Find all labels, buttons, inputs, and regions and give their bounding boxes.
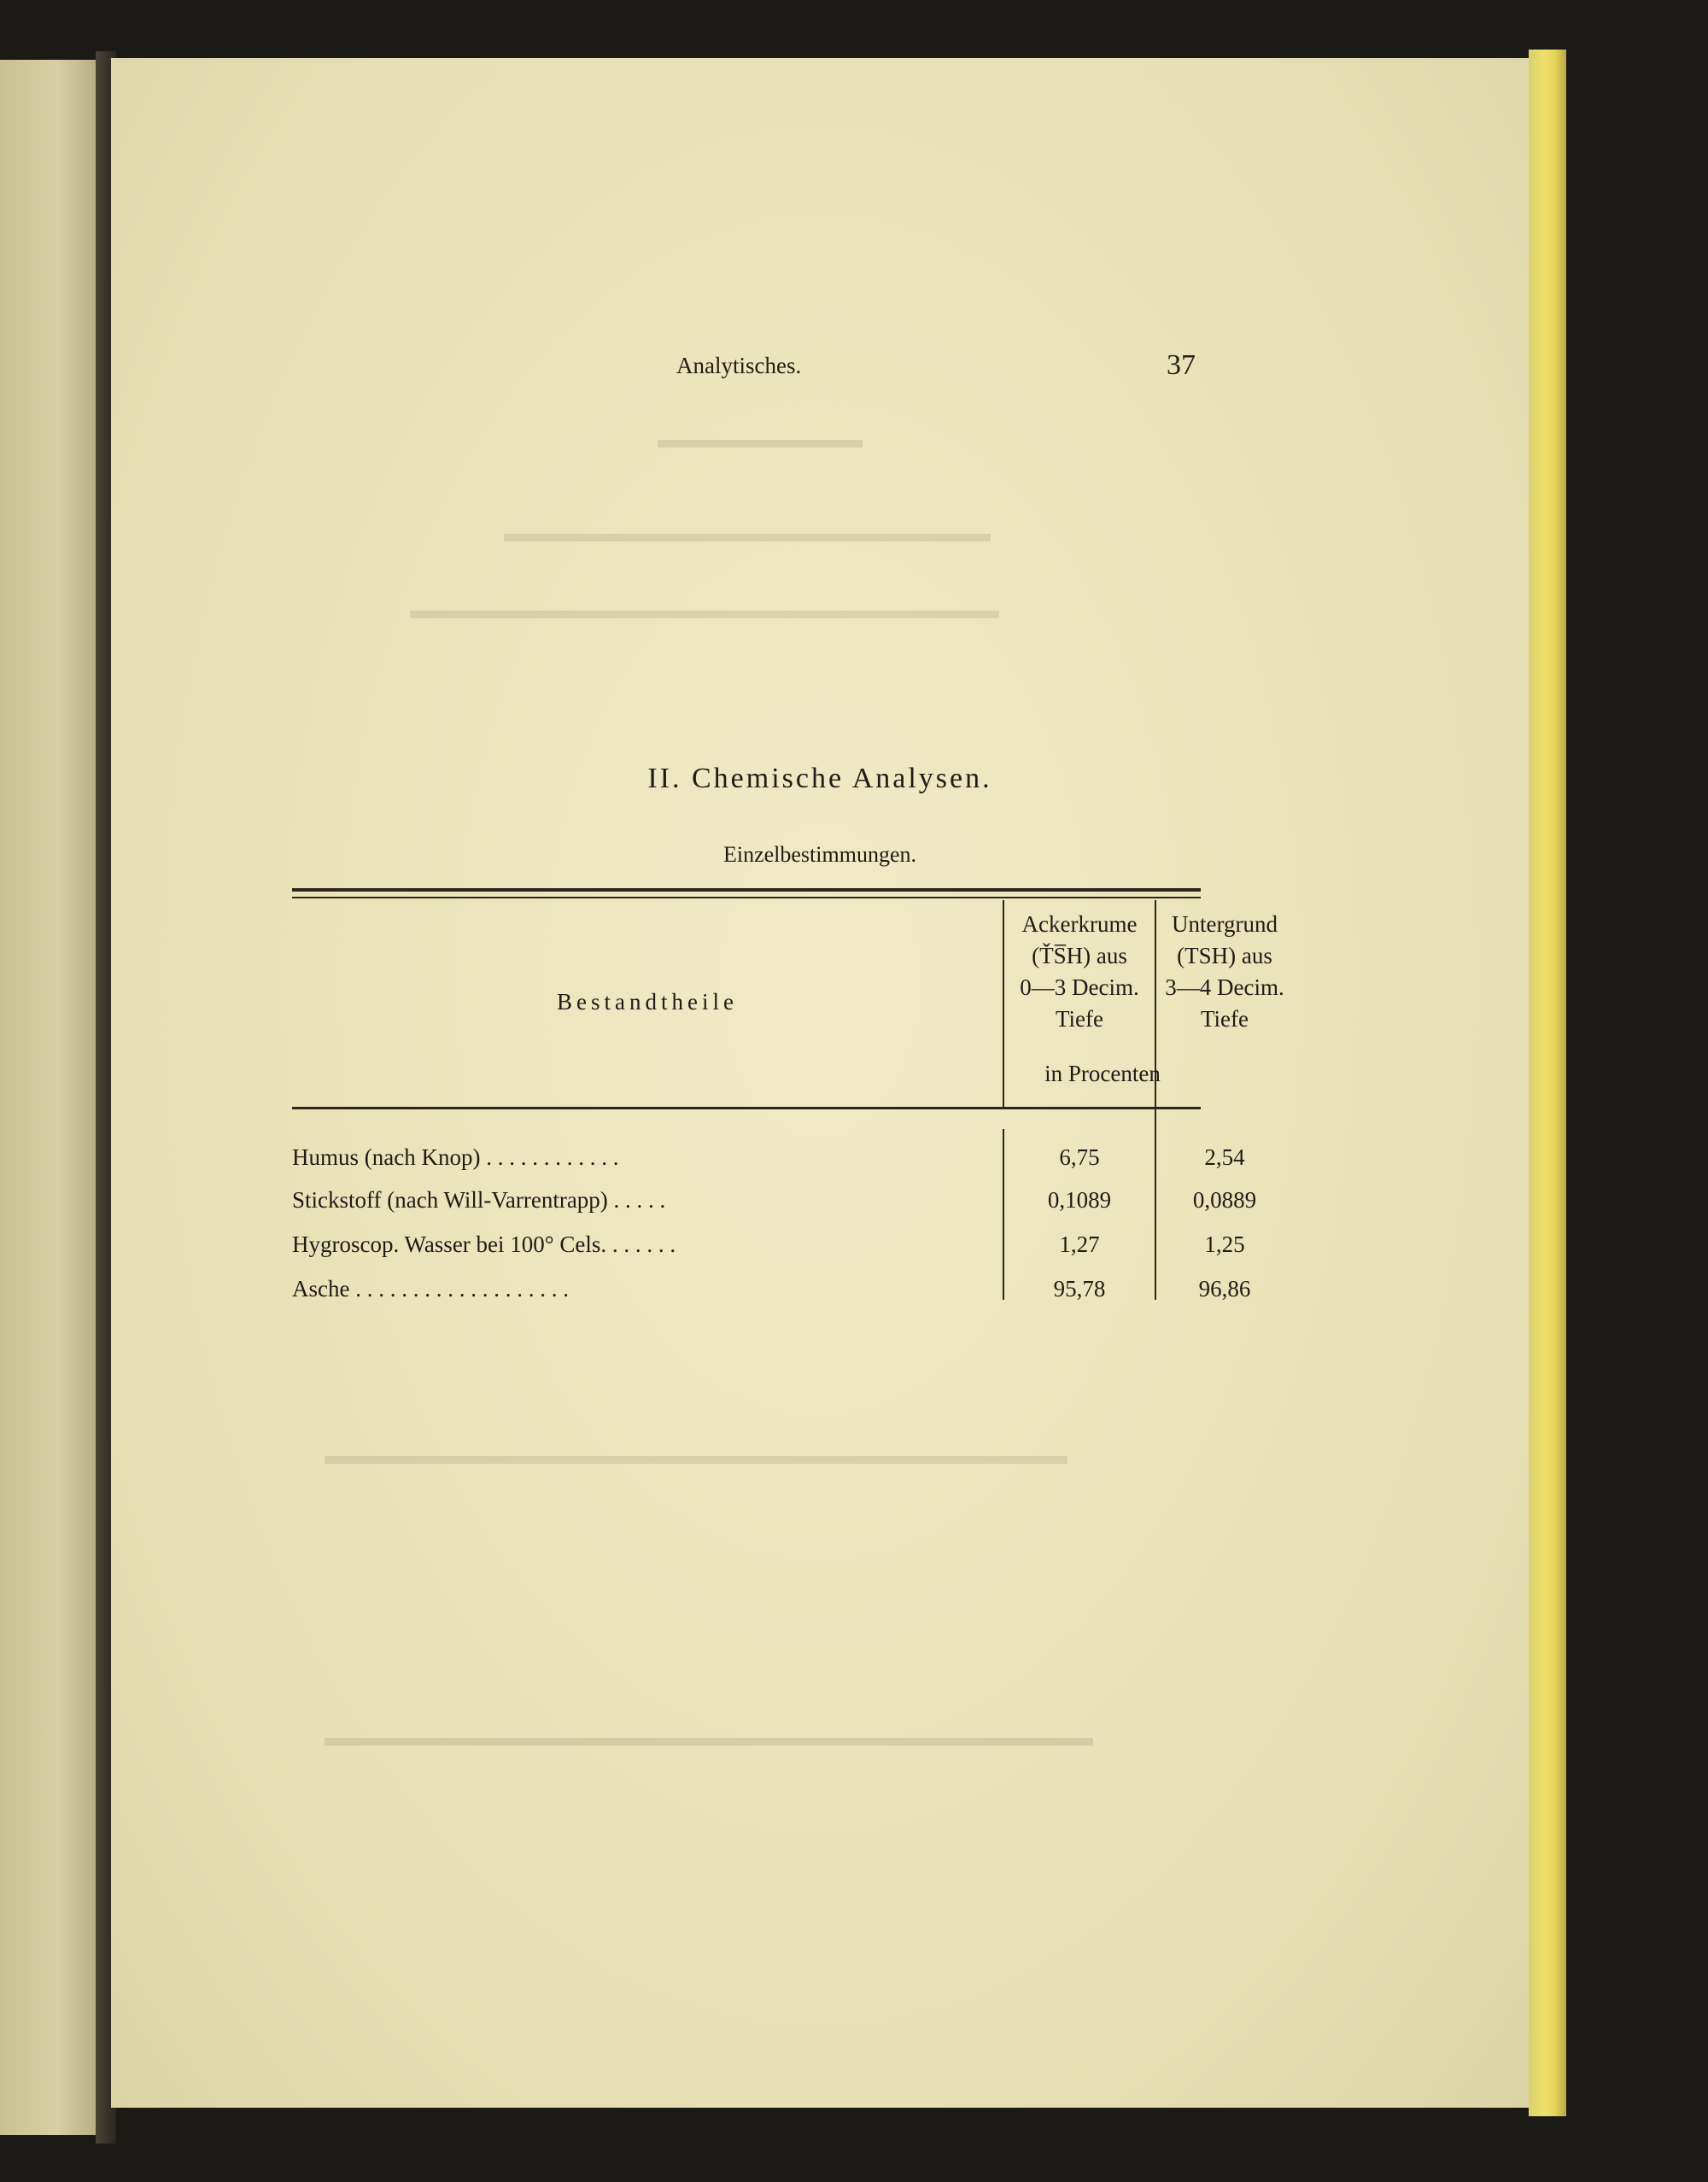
cell-untergrund: 0,0889 xyxy=(1192,1187,1257,1213)
section-title: II. Chemische Analysen. xyxy=(647,763,992,794)
row-label: Humus (nach Knop) . . . . . . . . . . . . xyxy=(292,1144,619,1170)
table-row xyxy=(292,1276,1251,1319)
table-top-rule xyxy=(292,888,1201,892)
header-bottom-rule-left xyxy=(292,1107,1003,1109)
table-row xyxy=(292,1231,1245,1274)
show-through-5: ▬▬▬▬▬▬▬▬▬▬▬▬▬▬▬▬▬▬▬▬▬▬▬▬▬▬▬▬▬▬ xyxy=(325,1723,1093,1752)
header-bottom-rule-right xyxy=(1001,1107,1201,1109)
cell-untergrund: 96,86 xyxy=(1198,1276,1251,1302)
row-label: Hygroscop. Wasser bei 100° Cels. . . . . . . xyxy=(292,1231,676,1257)
cell-ackerkrume: 1,27 xyxy=(1059,1231,1100,1257)
column-header-line: Tiefe xyxy=(1055,1006,1103,1032)
cell-ackerkrume: 6,75 xyxy=(1059,1144,1100,1170)
running-head-title: Analytisches. xyxy=(676,353,802,378)
table-top-rule-thin xyxy=(292,897,1201,898)
facing-page-edge xyxy=(0,60,96,2135)
show-through-4: ▬▬▬▬▬▬▬▬▬▬▬▬▬▬▬▬▬▬▬▬▬▬▬▬▬▬▬▬▬ xyxy=(325,1442,1068,1470)
cell-untergrund: 2,54 xyxy=(1204,1144,1245,1170)
column-header-line: Ackerkrume xyxy=(1021,911,1138,937)
table-row xyxy=(292,1187,1257,1230)
show-through-2: ▬▬▬▬▬▬▬▬▬▬▬▬▬▬▬▬▬▬▬ xyxy=(504,519,991,547)
column-header-line: Untergrund xyxy=(1172,911,1278,937)
column-header-line: Tiefe xyxy=(1200,1006,1249,1032)
cell-ackerkrume: 0,1089 xyxy=(1047,1187,1112,1213)
page-edge-gilt xyxy=(1529,50,1566,2116)
column-header-ackerkrume xyxy=(1004,909,1155,1035)
column-header-line: 0—3 Decim. xyxy=(1020,974,1139,1000)
analysis-table xyxy=(292,888,1284,1332)
row-label: Stickstoff (nach Will-Varrentrapp) . . . . . xyxy=(292,1187,666,1213)
column-header-line: (TSH) aus xyxy=(1177,943,1272,968)
column-header-line: (ŤS̅H) aus xyxy=(1032,943,1127,968)
unit-header: in Procenten xyxy=(1044,1061,1161,1086)
stub-header: Bestandtheile xyxy=(557,989,738,1015)
book-page xyxy=(111,58,1529,2108)
cell-ackerkrume: 95,78 xyxy=(1053,1276,1106,1302)
table-row xyxy=(292,1144,1245,1187)
page-number: 37 xyxy=(1167,349,1196,381)
running-head xyxy=(111,349,1529,387)
section-subtitle: Einzelbestimmungen. xyxy=(722,842,916,867)
show-through-3: ▬▬▬▬▬▬▬▬▬▬▬▬▬▬▬▬▬▬▬▬▬▬▬ xyxy=(410,596,999,624)
column-header-untergrund xyxy=(1156,909,1293,1035)
column-header-line: 3—4 Decim. xyxy=(1165,974,1284,1000)
row-label: Asche . . . . . . . . . . . . . . . . . . . xyxy=(292,1276,569,1302)
show-through-1: ▬▬▬▬▬▬▬▬ xyxy=(658,425,863,453)
cell-untergrund: 1,25 xyxy=(1204,1231,1245,1257)
